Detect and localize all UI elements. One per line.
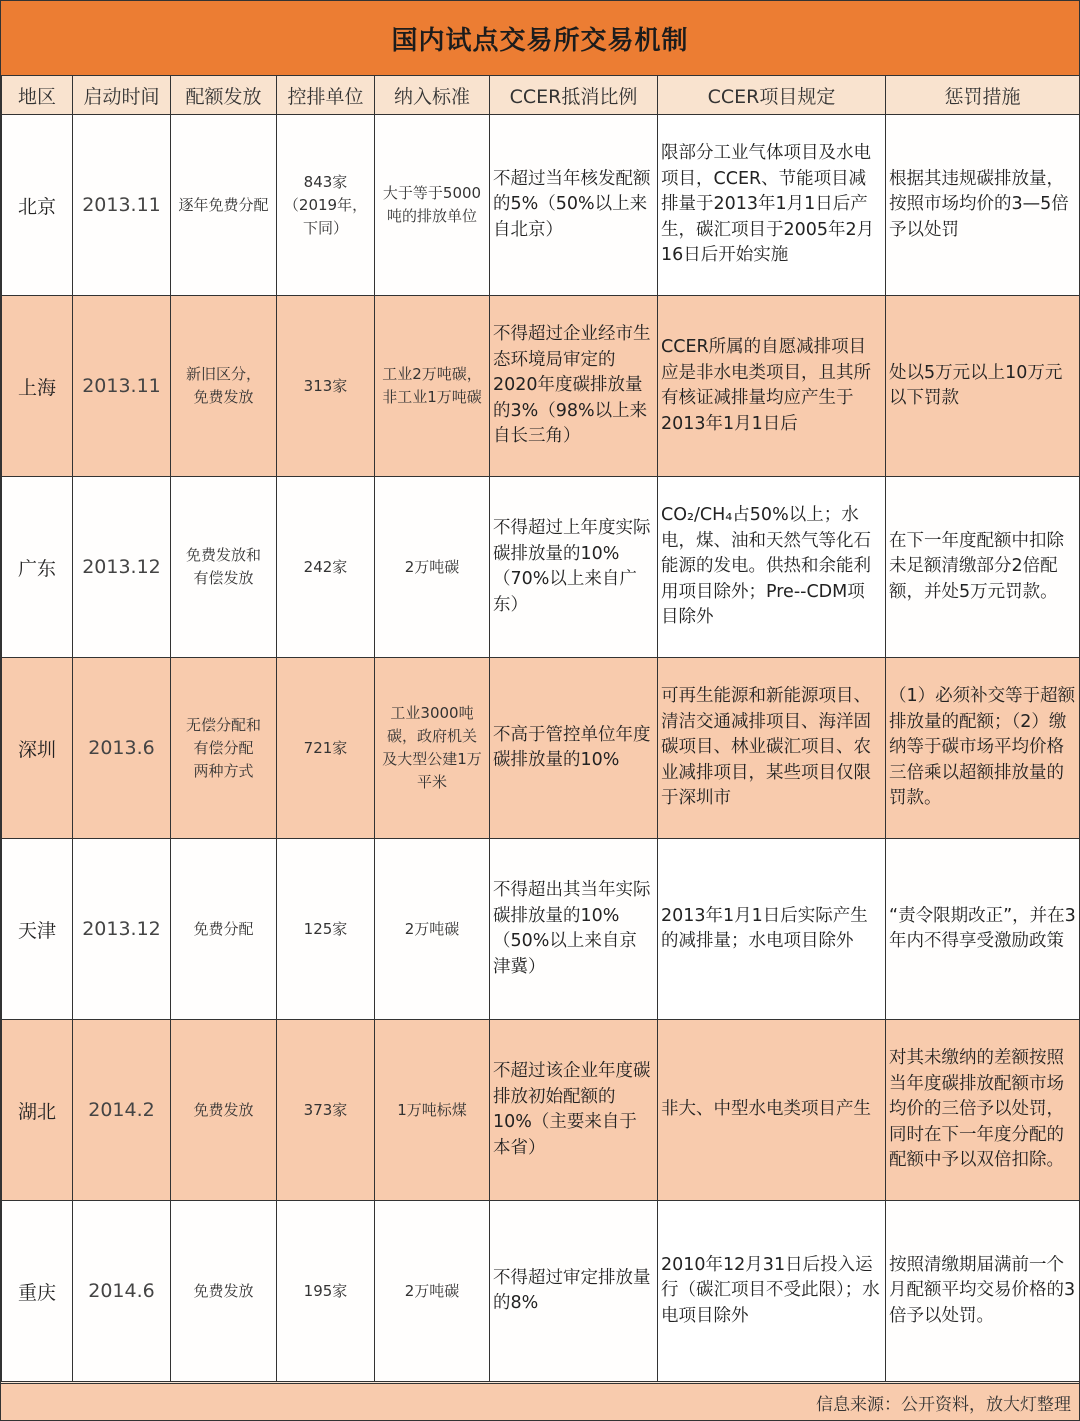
start-date-cell: 2013.11 (73, 115, 171, 296)
header-ccer-rule: CCER项目规定 (658, 76, 886, 115)
units-cell (277, 477, 375, 658)
header-units: 控排单位 (277, 76, 375, 115)
standard-cell-line: 吨的排放单位 (386, 207, 477, 225)
units-cell-line: 721家 (303, 738, 348, 757)
penalty-cell: 在下一年度配额中扣除未足额清缴部分2倍配额，并处5万元罚款。 (886, 477, 1080, 658)
ccer-offset-cell: 不得超出其当年实际碳排放量的10% （50%以上来自京津冀） (490, 839, 658, 1020)
region-cell: 天津 (2, 839, 73, 1020)
standard-cell-line: 非工业1万吨碳 (382, 388, 482, 406)
allocation-cell-line: 免费分配 (193, 919, 254, 938)
units-cell-line: 313家 (303, 376, 348, 395)
standard-cell-line: 平米 (416, 773, 447, 791)
region-cell: 重庆 (2, 1201, 73, 1382)
table-row (2, 115, 1080, 296)
ccer-rule-cell: 2013年1月1日后实际产生的减排量；水电项目除外 (658, 839, 886, 1020)
standard-cell-line: 2万吨碳 (404, 557, 460, 576)
penalty-cell: 对其未缴纳的差额按照当年度碳排放配额市场均价的三倍予以处罚，同时在下一年度分配的配额中予以双倍扣除。 (886, 1020, 1080, 1201)
units-cell (277, 1201, 375, 1382)
standard-cell (375, 1020, 490, 1201)
units-cell-line: 843家 (303, 172, 348, 191)
allocation-cell (171, 115, 277, 296)
header-penalty: 惩罚措施 (886, 76, 1080, 115)
penalty-cell: “责令限期改正”，并在3年内不得享受激励政策 (886, 839, 1080, 1020)
allocation-cell (171, 1201, 277, 1382)
ccer-offset-cell: 不超过当年核发配额的5%（50%以上来自北京） (490, 115, 658, 296)
units-cell-line: 下同） (302, 218, 348, 237)
allocation-cell-line: 两种方式 (193, 761, 254, 780)
allocation-cell (171, 1020, 277, 1201)
allocation-cell (171, 296, 277, 477)
comparison-table (1, 75, 1080, 1382)
units-cell (277, 296, 375, 477)
standard-cell (375, 296, 490, 477)
table-row (2, 296, 1080, 477)
standard-cell (375, 658, 490, 839)
allocation-cell (171, 477, 277, 658)
allocation-cell (171, 658, 277, 839)
allocation-cell-line: 免费发放 (193, 1281, 254, 1300)
ccer-rule-cell: CO₂/CH₄占50%以上；水电，煤、油和天然气等化石能源的发电。供热和余能利用项目除外；Pre--CDM项目除外 (658, 477, 886, 658)
region-cell: 北京 (2, 115, 73, 296)
start-date-cell: 2013.12 (73, 839, 171, 1020)
ccer-offset-cell: 不得超过上年度实际碳排放量的10% （70%以上来自广东） (490, 477, 658, 658)
allocation-cell-line: 无偿分配和 (185, 715, 261, 734)
table-row (2, 477, 1080, 658)
table-row (2, 839, 1080, 1020)
ccer-offset-cell: 不超过该企业年度碳排放初始配额的10%（主要来自于本省） (490, 1020, 658, 1201)
header-region: 地区 (2, 76, 73, 115)
header-standard: 纳入标准 (375, 76, 490, 115)
standard-cell (375, 839, 490, 1020)
allocation-cell-line: 免费发放 (193, 388, 254, 406)
units-cell-line: 125家 (303, 919, 348, 938)
start-date-cell: 2013.12 (73, 477, 171, 658)
region-cell: 上海 (2, 296, 73, 477)
units-cell (277, 839, 375, 1020)
standard-cell (375, 1201, 490, 1382)
penalty-cell: 处以5万元以上10万元以下罚款 (886, 296, 1080, 477)
start-date-cell: 2013.11 (73, 296, 171, 477)
table-row (2, 1020, 1080, 1201)
start-date-cell: 2014.6 (73, 1201, 171, 1382)
penalty-cell: 按照清缴期届满前一个月配额平均交易价格的3倍予以处罚。 (886, 1201, 1080, 1382)
standard-cell-line: 1万吨标煤 (397, 1100, 467, 1119)
allocation-cell-line: 逐年免费分配 (178, 195, 269, 214)
allocation-cell-line: 免费发放和 (185, 546, 261, 564)
ccer-offset-cell: 不高于管控单位年度碳排放量的10% (490, 658, 658, 839)
table-title: 国内试点交易所交易机制 (1, 1, 1079, 76)
units-cell-line: 242家 (303, 557, 348, 576)
region-cell: 湖北 (2, 1020, 73, 1201)
allocation-cell (171, 839, 277, 1020)
units-cell-line: 195家 (303, 1281, 348, 1300)
ccer-rule-cell: CCER所属的自愿减排项目应是非水电类项目，且其所有核证减排量均应产生于2013年1月1日后 (658, 296, 886, 477)
source-note: 信息来源：公开资料，放大灯整理 (1, 1383, 1079, 1420)
units-cell (277, 658, 375, 839)
units-cell-line: 373家 (303, 1100, 348, 1119)
standard-cell-line: 大于等于5000 (382, 184, 482, 202)
standard-cell-line: 2万吨碳 (404, 919, 460, 938)
standard-cell (375, 115, 490, 296)
table-row (2, 1201, 1080, 1382)
start-date-cell: 2014.2 (73, 1020, 171, 1201)
penalty-cell: 根据其违规碳排放量，按照市场均价的3—5倍予以处罚 (886, 115, 1080, 296)
allocation-cell-line: 有偿发放 (193, 569, 254, 587)
ccer-rule-cell: 2010年12月31日后投入运行（碳汇项目不受此限）；水电项目除外 (658, 1201, 886, 1382)
ccer-rule-cell: 非大、中型水电类项目产生 (658, 1020, 886, 1201)
table-row (2, 658, 1080, 839)
units-cell-line: （2019年， (283, 195, 368, 214)
standard-cell (375, 477, 490, 658)
region-cell: 广东 (2, 477, 73, 658)
header-allocation: 配额发放 (171, 76, 277, 115)
ccer-rule-cell: 限部分工业气体项目及水电项目，CCER、节能项目减排量于2013年1月1日后产生，碳汇项目于2005年2月16日后开始实施 (658, 115, 886, 296)
region-cell: 深圳 (2, 658, 73, 839)
header-start-date: 启动时间 (73, 76, 171, 115)
standard-cell-line: 碳，政府机关 (386, 727, 477, 745)
header-row (2, 76, 1080, 115)
standard-cell-line: 工业2万吨碳， (382, 365, 482, 383)
start-date-cell: 2013.6 (73, 658, 171, 839)
allocation-cell-line: 免费发放 (193, 1100, 254, 1119)
ccer-offset-cell: 不得超过审定排放量的8% (490, 1201, 658, 1382)
standard-cell-line: 2万吨碳 (404, 1281, 460, 1300)
header-ccer-offset: CCER抵消比例 (490, 76, 658, 115)
allocation-cell-line: 新旧区分， (185, 365, 261, 383)
ccer-offset-cell: 不得超过企业经市生态环境局审定的2020年度碳排放量的3%（98%以上来自长三角） (490, 296, 658, 477)
units-cell (277, 1020, 375, 1201)
ccer-rule-cell: 可再生能源和新能源项目、清洁交通减排项目、海洋固碳项目、林业碳汇项目、农业减排项目，某些项目仅限于深圳市 (658, 658, 886, 839)
standard-cell-line: 及大型公建1万 (382, 750, 482, 768)
standard-cell-line: 工业3000吨 (390, 704, 474, 722)
allocation-cell-line: 有偿分配 (193, 738, 254, 757)
penalty-cell: （1）必须补交等于超额排放量的配额；（2）缴纳等于碳市场平均价格三倍乘以超额排放量的罚款。 (886, 658, 1080, 839)
units-cell (277, 115, 375, 296)
